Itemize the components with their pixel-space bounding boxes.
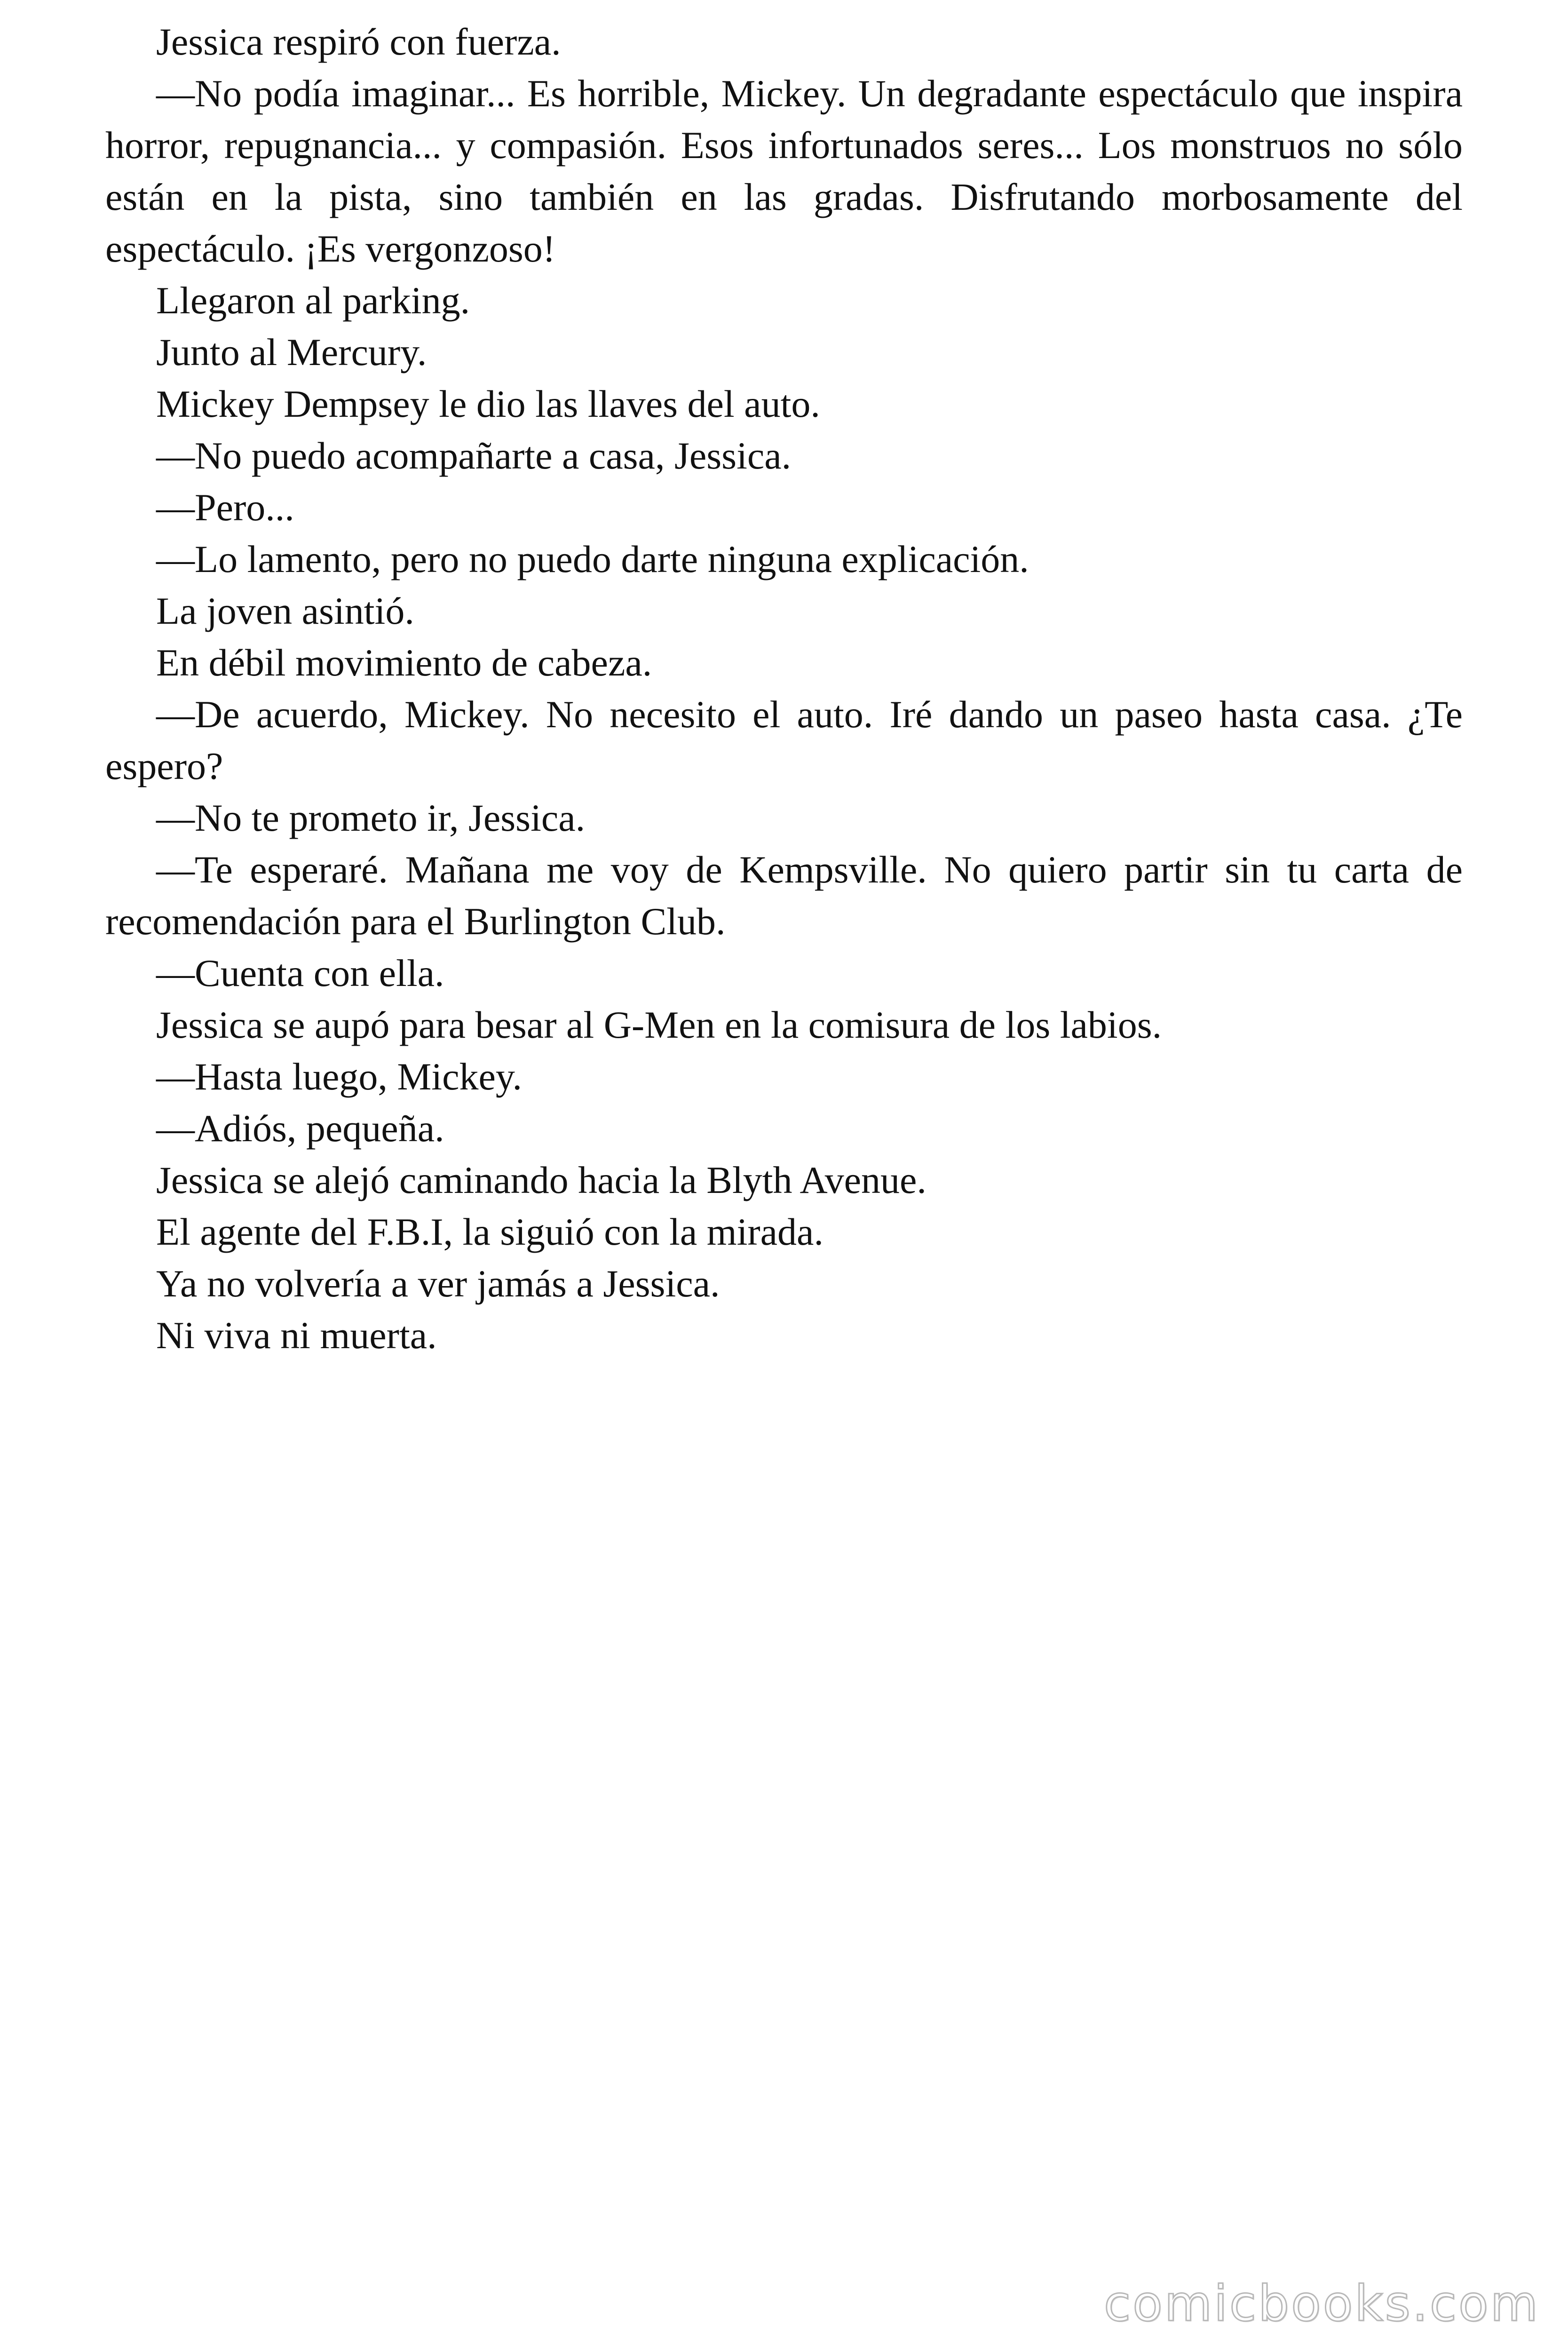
paragraph: La joven asintió.: [156, 589, 414, 632]
paragraph: —No puedo acompañarte a casa, Jessica.: [156, 434, 792, 477]
paragraph: Ya no volvería a ver jamás a Jessica.: [156, 1262, 720, 1305]
paragraph: —Lo lamento, pero no puedo darte ninguna explicación.: [156, 538, 1029, 580]
paragraph: —No podía imaginar... Es horrible, Mickey. Un degradante espectáculo que inspira horror, repugnancia... y compasión. Esos infortunados seres... Los monstruos no sólo están en la pista, sino también en las gradas. Disfrutando morbosamente del espectáculo. ¡Es vergonzoso!: [105, 72, 1463, 270]
paragraph: —Pero...: [156, 486, 294, 529]
paragraph: —Adiós, pequeña.: [156, 1107, 444, 1150]
paragraph: —Cuenta con ella.: [156, 952, 444, 994]
paragraph: Jessica se aupó para besar al G-Men en la comisura de los labios.: [156, 1003, 1162, 1046]
paragraph: Ni viva ni muerta.: [156, 1314, 437, 1357]
paragraph: —Te esperaré. Mañana me voy de Kempsville. No quiero partir sin tu carta de recomendación para el Burlington Club.: [105, 848, 1463, 943]
paragraph: Jessica se alejó caminando hacia la Blyth Avenue.: [156, 1159, 927, 1201]
paragraph: Jessica respiró con fuerza.: [156, 20, 561, 63]
body-text: [105, 16, 1463, 1361]
paragraph: Mickey Dempsey le dio las llaves del auto.: [156, 382, 820, 425]
paragraph: El agente del F.B.I, la siguió con la mirada.: [156, 1210, 824, 1253]
paragraph: Junto al Mercury.: [156, 331, 427, 373]
paragraph: —De acuerdo, Mickey. No necesito el auto. Iré dando un paseo hasta casa. ¿Te espero?: [105, 693, 1463, 787]
paragraph: Llegaron al parking.: [156, 279, 470, 322]
paragraph: —Hasta luego, Mickey.: [156, 1055, 523, 1098]
paragraph: —No te prometo ir, Jessica.: [156, 796, 586, 839]
paragraph: En débil movimiento de cabeza.: [156, 641, 652, 684]
watermark: comicbooks.com: [1103, 2275, 1540, 2332]
